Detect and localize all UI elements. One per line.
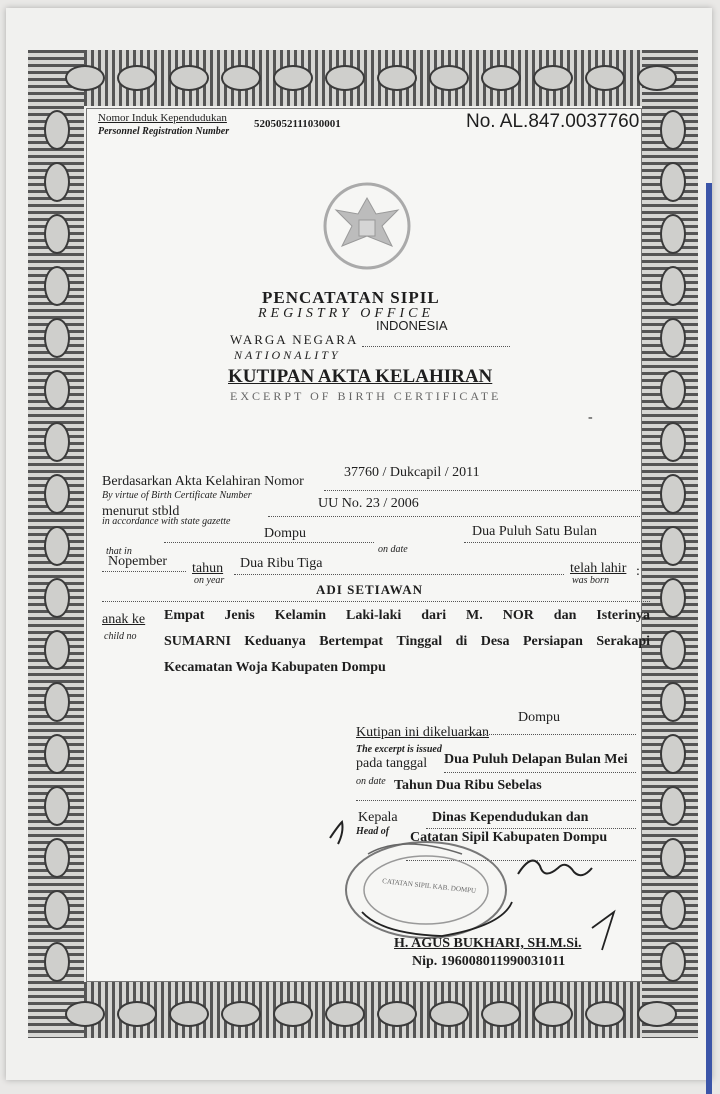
- border-ornament: [273, 1001, 313, 1027]
- border-ornament: [660, 266, 686, 306]
- child-order-label-en: child no: [104, 631, 137, 642]
- issue-date-label-en: on date: [356, 776, 386, 787]
- border-ornament: [585, 65, 625, 91]
- border-ornament: [429, 1001, 469, 1027]
- child-detail-word: dari: [421, 608, 447, 623]
- office-value-2: Catatan Sipil Kabupaten Dompu: [410, 830, 608, 845]
- border-ornament: [585, 1001, 625, 1027]
- border-ornament: [429, 65, 469, 91]
- document-title-en: EXCERPT OF BIRTH CERTIFICATE: [230, 389, 502, 403]
- signature-icon: [322, 816, 622, 956]
- child-detail-word: Keduanya: [244, 634, 306, 649]
- border-ornament: [660, 786, 686, 826]
- born-label-en: was born: [572, 575, 609, 586]
- child-detail-word: Tinggal: [396, 634, 443, 649]
- border-ornament: [660, 162, 686, 202]
- document-title: KUTIPAN AKTA KELAHIRAN: [228, 366, 493, 387]
- child-detail-word: NOR: [502, 608, 534, 623]
- child-detail-line-3: Kecamatan Woja Kabupaten Dompu: [164, 660, 386, 675]
- issued-place: Dompu: [518, 710, 560, 725]
- child-detail-word: Empat: [164, 608, 205, 623]
- child-detail-word: Serakapi: [596, 634, 650, 649]
- issue-date-value-1: Dua Puluh Delapan Bulan Mei: [444, 752, 628, 767]
- office-title: PENCATATAN SIPIL: [262, 288, 440, 307]
- official-name: H. AGUS BUKHARI, SH.M.Si.: [394, 936, 582, 951]
- border-ornament: [117, 65, 157, 91]
- border-ornament: [660, 890, 686, 930]
- border-ornament: [221, 1001, 261, 1027]
- child-detail-word: Laki-laki: [346, 608, 402, 623]
- border-ornament: [481, 65, 521, 91]
- based-on-label-en: By virtue of Birth Certificate Number: [102, 490, 252, 501]
- border-ornament: [377, 65, 417, 91]
- year-label-en: on year: [194, 575, 225, 586]
- child-detail-word: Jenis: [224, 608, 255, 623]
- office-title-en: REGISTRY OFFICE: [258, 306, 435, 321]
- border-ornament: [660, 578, 686, 618]
- border-ornament: [44, 734, 70, 774]
- issued-label-en: The excerpt is issued: [356, 744, 442, 755]
- border-ornament: [273, 65, 313, 91]
- birth-year: Dua Ribu Tiga: [240, 556, 323, 571]
- border-ornament: [660, 682, 686, 722]
- border-ornament: [660, 422, 686, 462]
- border-ornament: [117, 1001, 157, 1027]
- border-ornament: [660, 110, 686, 150]
- date-label-en: on date: [378, 544, 408, 555]
- border-ornament: [44, 890, 70, 930]
- border-ornament: [660, 318, 686, 358]
- border-ornament: [533, 65, 573, 91]
- border-ornament: [44, 214, 70, 254]
- border-ornament: [65, 65, 105, 91]
- border-ornament: [44, 942, 70, 982]
- birth-month: Nopember: [108, 554, 168, 569]
- border-ornament: [377, 1001, 417, 1027]
- border-ornament: [660, 942, 686, 982]
- border-ornament: [660, 734, 686, 774]
- birth-cert-number: 37760 / Dukcapil / 2011: [344, 465, 480, 480]
- stbld-value: UU No. 23 / 2006: [318, 496, 419, 511]
- border-ornament: [533, 1001, 573, 1027]
- background-edge: [706, 183, 712, 1094]
- child-detail-line-1: [164, 608, 650, 624]
- nik-label: Nomor Induk Kependudukan: [98, 112, 227, 124]
- border-ornament: [44, 474, 70, 514]
- nationality-value: INDONESIA: [376, 318, 448, 333]
- border-ornament: [221, 65, 261, 91]
- border-ornament: [44, 266, 70, 306]
- stamp-text: CATATAN SIPIL KAB. DOMPU: [381, 877, 477, 895]
- border-ornament: [660, 630, 686, 670]
- certificate-sheet: Nomor Induk Kependudukan Personnel Registration Number 5205052111030001 No. AL.847.0037760 PENCATATAN SIPIL REGISTRY OFFICE INDONESIA WARGA NEGARA NATIONALITY KUTIPAN AKTA KELAHIRAN EXCERPT OF BIRTH CERTIFICATE Berdasarkan Akta Kelahiran Nomor By virtue of Birth Certificate Number 37760 / Dukcapil / 2011 menurut stbld in accordance with state gazette UU No. 23 / 2006 Dompu on date Dua Puluh Satu Bulan that in Nopember tahun on year Dua Ribu Tiga telah lahir was born : ADI SETIAWAN anak ke child no Empat Jenis Kelamin Laki-laki dari M. NOR dan Isterinya SUMARNI Keduanya Bertempat Tinggal di Desa Persiapan Serakapi Kecamatan Woja Kabupaten Dompu Kutipan ini dikeluarkan Dompu The excerpt is issued pada tanggal Dua Puluh Delapan Bulan Mei on date Tahun Dua Ribu Sebelas Kepala Dinas Kependudukan dan Head of Catatan Sipil Kabupaten Dompu CATATAN SIPIL KAB. DOMPU H. AGUS BUKHARI, SH.M.Si. Nip. 196008011990031011 -: [6, 8, 712, 1080]
- border-ornament: [325, 65, 365, 91]
- child-detail-word: M.: [466, 608, 483, 623]
- issued-label: Kutipan ini dikeluarkan: [356, 725, 489, 740]
- border-ornament: [481, 1001, 521, 1027]
- border-ornament: [44, 578, 70, 618]
- border-ornament: [44, 786, 70, 826]
- border-ornament: [169, 65, 209, 91]
- child-detail-word: Kelamin: [274, 608, 327, 623]
- nik-value: 5205052111030001: [254, 118, 341, 130]
- child-order-label: anak ke: [102, 612, 146, 627]
- border-ornament: [169, 1001, 209, 1027]
- nationality-label-en: NATIONALITY: [234, 348, 341, 362]
- issue-date-value-2: Tahun Dua Ribu Sebelas: [394, 778, 542, 793]
- border-ornament: [660, 838, 686, 878]
- child-detail-line-2: [164, 634, 650, 650]
- issue-date-label: pada tanggal: [356, 756, 428, 771]
- border-ornament: [44, 682, 70, 722]
- child-detail-word: dan: [553, 608, 577, 623]
- border-ornament: [660, 474, 686, 514]
- that-in-label: that in: [106, 546, 132, 557]
- border-ornament: [65, 1001, 105, 1027]
- border-ornament: [44, 162, 70, 202]
- border-ornament: [660, 526, 686, 566]
- birth-place: Dompu: [264, 526, 306, 541]
- child-name: ADI SETIAWAN: [316, 582, 423, 597]
- border-ornament: [44, 370, 70, 410]
- border-ornament: [44, 318, 70, 358]
- child-detail-word: di: [455, 634, 468, 649]
- border-ornament: [44, 838, 70, 878]
- official-nip: Nip. 196008011990031011: [412, 954, 566, 969]
- border-ornament: [44, 422, 70, 462]
- birth-date: Dua Puluh Satu Bulan: [472, 524, 597, 539]
- child-detail-word: Persiapan: [522, 634, 583, 649]
- border-ornament: [637, 1001, 677, 1027]
- stbld-label: menurut stbld: [102, 504, 180, 519]
- child-detail-word: Bertempat: [319, 634, 384, 649]
- office-value-1: Dinas Kependudukan dan: [432, 810, 589, 825]
- head-label: Kepala: [358, 810, 398, 825]
- stbld-label-en: in accordance with state gazette: [102, 516, 231, 527]
- border-ornament: [44, 110, 70, 150]
- born-label: telah lahir: [570, 561, 627, 576]
- border-ornament: [637, 65, 677, 91]
- certificate-number: No. AL.847.0037760: [466, 111, 640, 132]
- based-on-label: Berdasarkan Akta Kelahiran Nomor: [102, 474, 304, 489]
- border-ornament: [325, 1001, 365, 1027]
- nik-label-en: Personnel Registration Number: [98, 126, 230, 137]
- child-detail-word: Isterinya: [596, 608, 650, 623]
- child-detail-word: SUMARNI: [164, 634, 231, 649]
- nationality-label: WARGA NEGARA: [230, 332, 359, 347]
- year-label: tahun: [192, 561, 224, 576]
- child-detail-word: Desa: [480, 634, 510, 649]
- border-ornament: [44, 526, 70, 566]
- border-ornament: [660, 214, 686, 254]
- border-ornament: [660, 370, 686, 410]
- border-ornament: [44, 630, 70, 670]
- garuda-emblem-icon: [320, 180, 414, 272]
- head-label-en: Head of: [356, 826, 390, 837]
